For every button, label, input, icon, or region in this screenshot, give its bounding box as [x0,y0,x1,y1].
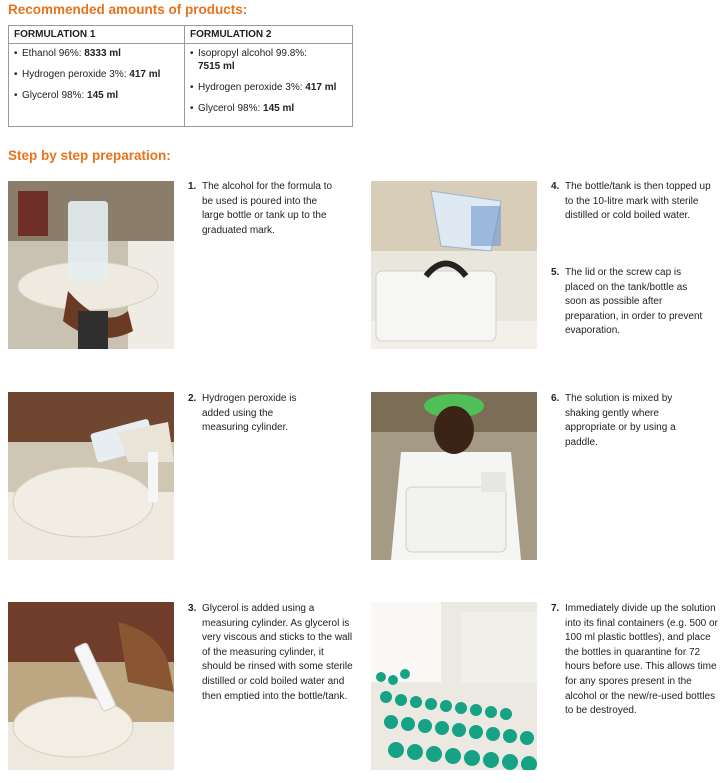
step-6 [551,392,701,450]
step-2-photo [8,392,174,560]
step-5 [551,266,711,339]
step-text: The solution is mixed by shaking gently where appropriate or by using a paddle. [565,393,676,448]
step-3 [188,602,353,704]
formulation-table [8,25,353,127]
formulation-item: • Ethanol 96%: 8333 ml [14,47,179,60]
formulation-2-cell [185,44,353,127]
formulation-1-cell [9,44,185,127]
step-number: 7. [551,603,560,614]
step-text: The lid or the screw cap is placed on the tank/bottle as soon as possible after preparation, in order to prevent evaporation. [565,267,703,337]
step-2 [188,392,313,436]
step-text: The bottle/tank is then topped up to the 10-litre mark with sterile distilled or cold boiled water. [565,181,711,222]
step-text: Immediately divide up the solution into its final containers (e.g. 500 or 100 ml plastic bottles), and place the bottles in quarantine for 72 hours before use. This allows time for any spores present in the alcohol or the new/re-used bottles to be destroyed. [565,603,718,717]
step-number: 5. [551,267,560,278]
step-text: The alcohol for the formula to be used is poured into the large bottle or tank up to the graduated mark. [202,181,333,236]
formulation-2-header: FORMULATION 2 [185,26,353,44]
step-7 [551,602,721,719]
formulation-item: • Hydrogen peroxide 3%: 417 ml [14,68,179,81]
page-title: Recommended amounts of products: [8,2,248,17]
step-1 [188,180,338,238]
step-6-photo [371,392,537,560]
step-number: 1. [188,181,197,192]
formulation-item: • Glycerol 98%: 145 ml [14,89,179,102]
step-number: 3. [188,603,197,614]
step-number: 4. [551,181,560,192]
step-7-photo [371,602,537,770]
step-number: 2. [188,393,197,404]
step-text: Glycerol is added using a measuring cylinder. As glycerol is very viscous and sticks to the wall of the measuring cylinder, it should be rinsed with some sterile distilled or cold boiled water and then emptied into the bottle/tank. [202,603,353,702]
step-4-photo [371,181,537,349]
step-text: Hydrogen peroxide is added using the measuring cylinder. [202,393,297,434]
step-3-photo [8,602,174,770]
formulation-item: • Glycerol 98%: 145 ml [190,102,347,115]
formulation-item: • Isopropyl alcohol 99.8%: 7515 ml [190,47,347,73]
steps-heading: Step by step preparation: [8,148,171,163]
step-1-photo [8,181,174,349]
step-number: 6. [551,393,560,404]
formulation-1-header: FORMULATION 1 [9,26,185,44]
step-4 [551,180,711,224]
formulation-item: • Hydrogen peroxide 3%: 417 ml [190,81,347,94]
